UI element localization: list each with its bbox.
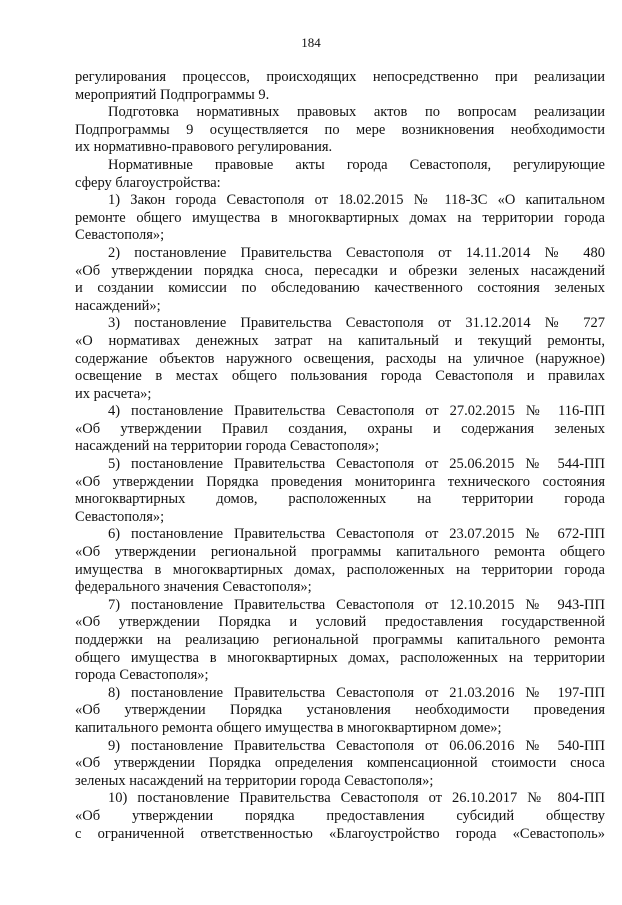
text-line: «Об утверждении Порядка установления необходимости проведения: [75, 702, 605, 719]
text-line: регулирования процессов, происходящих непосредственно при реализации: [75, 69, 605, 85]
text-line: «Об утверждении региональной программы капитального ремонта общего: [75, 544, 605, 561]
text-line: их расчета»;: [75, 385, 152, 402]
text-line: 4) постановление Правительства Севастополя от 27.02.2015 № 116-ПП: [108, 403, 605, 420]
text-line: 1) Закон города Севастополя от 18.02.2015 № 118-ЗС «О капитальном: [108, 192, 605, 209]
text-line: 5) постановление Правительства Севастополя от 25.06.2015 № 544-ПП: [108, 456, 605, 473]
text-line: «Об утверждении порядка сноса, пересадки и обрезки зеленых насаждений: [75, 262, 605, 279]
text-line: и создании комиссии по обследованию качественного состояния зеленых: [75, 280, 605, 297]
text-line: 7) постановление Правительства Севастополя от 12.10.2015 № 943-ПП: [108, 596, 605, 613]
text-line: содержание объектов наружного освещения, расходы на уличное (наружное): [75, 350, 605, 367]
text-line: 9) постановление Правительства Севастополя от 06.06.2016 № 540-ПП: [108, 737, 605, 754]
text-line: 8) постановление Правительства Севастополя от 21.03.2016 № 197-ПП: [108, 684, 605, 701]
text-line: «Об утверждении порядка предоставления субсидий обществу: [75, 807, 605, 824]
text-line: с ограниченной ответственностью «Благоустройство города «Севастополь»: [75, 825, 605, 842]
text-line: федерального значения Севастополя»;: [75, 579, 312, 596]
text-line: 10) постановление Правительства Севастополя от 26.10.2017 № 804-ПП: [108, 790, 605, 807]
text-line: мероприятий Подпрограммы 9.: [75, 86, 270, 103]
text-line: 2) постановление Правительства Севастополя от 14.11.2014 № 480: [108, 244, 605, 261]
text-line: ремонте общего имущества в многоквартирных домах на территории города: [75, 209, 605, 226]
text-line: многоквартирных домов, расположенных на территории города: [75, 491, 605, 508]
text-line: Подпрограммы 9 осуществляется по мере возникновения необходимости: [75, 121, 605, 138]
text-line: капитального ремонта общего имущества в многоквартирном доме»;: [75, 719, 502, 736]
text-line: их нормативно-правового регулирования.: [75, 139, 333, 156]
text-line: Подготовка нормативных правовых актов по вопросам реализации: [108, 104, 605, 121]
text-line: имущества в многоквартирных домах, расположенных на территории города: [75, 561, 605, 578]
text-line: «Об утверждении Порядка и условий предоставления государственной: [75, 614, 605, 631]
text-line: 3) постановление Правительства Севастополя от 31.12.2014 № 727: [108, 315, 605, 332]
text-line: «Об утверждении Порядка проведения мониторинга технического состояния: [75, 473, 605, 490]
text-line: Севастополя»;: [75, 227, 165, 244]
text-line: Нормативные правовые акты города Севастополя, регулирующие: [108, 156, 605, 173]
text-line: зеленых насаждений на территории города Севастополя»;: [75, 772, 434, 789]
document-body: [75, 69, 605, 843]
text-line: общего имущества в многоквартирных домах, расположенных на территории: [75, 649, 605, 666]
text-line: насаждений»;: [75, 297, 161, 314]
text-line: насаждений на территории города Севастополя»;: [75, 438, 380, 455]
text-line: города Севастополя»;: [75, 667, 209, 684]
text-line: сферу благоустройства:: [75, 174, 221, 191]
text-line: «Об утверждении Правил создания, охраны и содержания зеленых: [75, 420, 605, 437]
text-line: освещение в местах общего пользования города Севастополя и правилах: [75, 368, 605, 385]
text-line: «О нормативах денежных затрат на капитальный и текущий ремонты,: [75, 332, 605, 349]
text-line: 6) постановление Правительства Севастополя от 23.07.2015 № 672-ПП: [108, 526, 605, 543]
text-line: поддержки на реализацию региональной программы капитального ремонта: [75, 632, 605, 648]
text-line: Севастополя»;: [75, 508, 165, 525]
text-line: «Об утверждении Порядка определения компенсационной стоимости сноса: [75, 755, 605, 772]
page-number: 184: [301, 35, 321, 50]
